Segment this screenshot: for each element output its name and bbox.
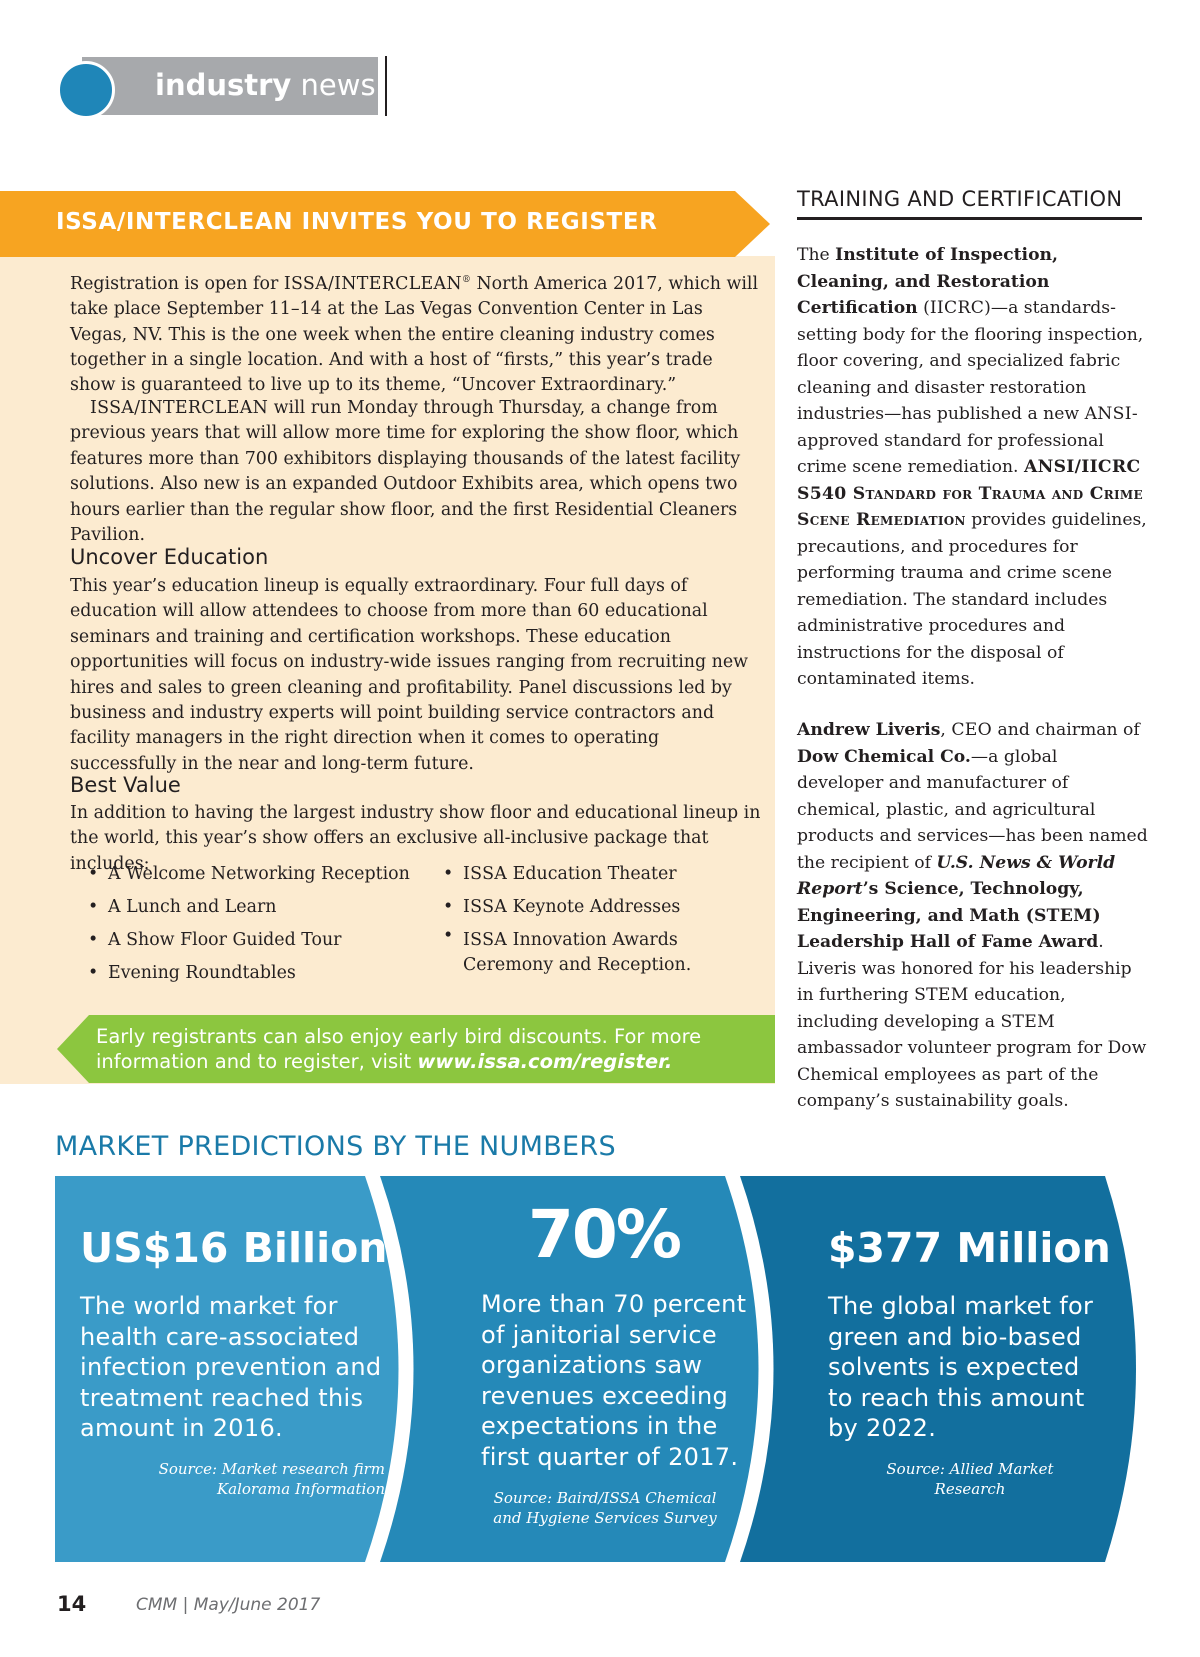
- stat-value: $377 Million: [828, 1224, 1111, 1272]
- text-run: North America 2017, which will take place September 11–14 at the Las Vegas Convention Center in Las Vegas, NV. This is the one week when the entire cleaning industry comes together in a single location. And with a host of “firsts,” this year’s trade show is guaranteed to live up to its theme, “Uncover Extraordinary.”: [70, 273, 759, 396]
- value-heading: Best Value: [70, 773, 181, 797]
- sidebar-item-liveris: [797, 717, 1149, 1115]
- cta-copy: Early registrants can also enjoy early bird discounts. For more information and to register, visit: [96, 1025, 702, 1073]
- section-header-dot-icon: [57, 61, 115, 119]
- list-item-prefix: ISSA: [463, 930, 508, 950]
- stat-value: 70%: [528, 1196, 680, 1273]
- list-item-text: Keynote Addresses: [507, 897, 681, 917]
- text-run: education, including developing a: [797, 985, 1066, 1032]
- text-run: —a global developer and manufacturer of chemical, plastic, and agricultural products and services—has been named the recipient of: [797, 746, 1148, 873]
- acronym: STEM: [1033, 905, 1093, 926]
- list-item-text: Innovation Awards Ceremony and Reception.: [463, 930, 692, 975]
- publication-name: U.S. News & World Report: [797, 852, 1116, 899]
- list-item-text: Education Theater: [507, 864, 677, 884]
- text-run: ,: [940, 720, 952, 740]
- standard-name: ANSI/IICRC S540 Standard for Trauma and Crime Scene Remediation: [797, 457, 1143, 530]
- stat-source: Source: Baird/ISSA Chemical and Hygiene Services Survey: [493, 1489, 717, 1527]
- text-run: The: [797, 245, 836, 265]
- text-run: )—a standards-setting body for the flooring inspection, floor covering, and specialized fabric cleaning and disaster restoration industries—has published a new: [797, 298, 1144, 424]
- registered-mark: ®: [461, 275, 471, 285]
- acronym: STEM: [1000, 1011, 1056, 1032]
- text-run: -approved standard for professional crime scene remediation.: [797, 404, 1138, 477]
- register-link[interactable]: www.issa.com/register.: [417, 1050, 673, 1073]
- person-name: Andrew Liveris: [797, 720, 941, 740]
- text-run: ambassador volunteer program for Dow Chemical employees as part of the company’s sustainability goals.: [797, 1038, 1147, 1111]
- stat-description: More than 70 percent of janitorial service organizations saw revenues exceeding expectations in the first quarter of 2017.: [481, 1290, 747, 1471]
- cta-text: [96, 1024, 756, 1074]
- page-number: 14: [57, 1592, 87, 1616]
- list-item-prefix: ISSA: [463, 897, 508, 917]
- section-header-light: news: [300, 68, 376, 102]
- award-name: ’s Science, Technology, Engineering, and Math (: [797, 879, 1084, 926]
- list-item: [443, 858, 743, 891]
- feature-paragraph-2: [70, 396, 760, 548]
- list-item: [443, 891, 743, 924]
- acronym: STEM: [914, 985, 969, 1005]
- org-name: Institute of Inspection, Cleaning, and Restoration Certification: [797, 245, 1059, 318]
- list-item-prefix: ISSA: [463, 864, 508, 884]
- feature-paragraph-1: [70, 268, 760, 399]
- list-item: [443, 924, 743, 978]
- text-run: and chairman of: [992, 720, 1140, 740]
- acronym: IICRC: [929, 298, 985, 318]
- brand-name: ISSA/INTERCLEAN: [283, 273, 462, 294]
- list-item: • A Welcome Networking Reception: [88, 858, 418, 891]
- list-item: • Evening Roundtables: [88, 957, 418, 990]
- company-name: Dow Chemical Co.: [797, 746, 971, 767]
- list-item: • A Lunch and Learn: [88, 891, 418, 924]
- market-title: MARKET PREDICTIONS BY THE NUMBERS: [55, 1131, 616, 1162]
- text-run: . Liveris was honored for his leadership in furthering: [797, 932, 1132, 1005]
- package-list-right: [443, 858, 743, 978]
- education-paragraph: This year’s education lineup is equally extraordinary. Four full days of education will allow attendees to choose from more than 60 educational seminars and training and certification workshops. These education opportunities will focus on industry-wide issues ranging from recruiting new hires and sales to green cleaning and profitability. Panel discussions led by business and industry experts will point building service contractors and facility managers in the right direction when it comes to operating successfully in the near and long-term future.: [70, 576, 749, 774]
- text-run: provides guidelines, precautions, and procedures for performing trauma and crime scene remediation. The standard includes administrative procedures and instructions for the disposal of contaminated items.: [797, 510, 1147, 689]
- acronym: CEO: [951, 720, 993, 740]
- publication-info: CMM | May/June 2017: [136, 1595, 321, 1615]
- education-heading: Uncover Education: [70, 545, 269, 569]
- stat-value: US$16 Billion: [80, 1224, 388, 1272]
- list-item: • A Show Floor Guided Tour: [88, 924, 418, 957]
- package-list-left: [88, 858, 418, 990]
- feature-title: ISSA/INTERCLEAN INVITES YOU TO REGISTER: [56, 209, 658, 235]
- award-name: ) Leadership Hall of Fame Award: [797, 905, 1101, 952]
- brand-name: ISSA/INTERCLEAN: [90, 398, 269, 418]
- stat-description: The world market for health care-associated infection prevention and treatment reached this amount in 2016.: [80, 1292, 382, 1442]
- sidebar-item-iicrc: [797, 242, 1149, 693]
- section-header-bold: industry: [155, 68, 292, 102]
- stat-source: Source: Market research firm Kalorama Information: [158, 1460, 385, 1498]
- section-header-label: [155, 68, 376, 102]
- value-paragraph: In addition to having the largest industry show floor and educational lineup in the world, this year’s show offers an exclusive all-inclusive package that includes:: [70, 803, 761, 874]
- text-run: will run Monday through Thursday, a change from previous years that will allow more time for exploring the show floor, which features more than 700 exhibitors displaying thousands of the latest facility solutions. Also new is an expanded Outdoor Exhibits area, which opens two hours earlier than the regular show floor, and the first Residential Cleaners Pavilion.: [70, 398, 741, 546]
- stat-description: The global market for green and bio-based solvents is expected to reach this amount by 2022.: [828, 1292, 1094, 1442]
- sidebar-heading-rule: [797, 217, 1142, 220]
- acronym: ANSI: [1084, 404, 1132, 424]
- text-run: (: [917, 298, 930, 318]
- text-run: Registration is open for: [70, 273, 284, 294]
- sidebar-heading: TRAINING AND CERTIFICATION: [797, 187, 1123, 211]
- stat-source: Source: Allied Market Research: [886, 1460, 1054, 1498]
- section-header-divider: [385, 56, 387, 116]
